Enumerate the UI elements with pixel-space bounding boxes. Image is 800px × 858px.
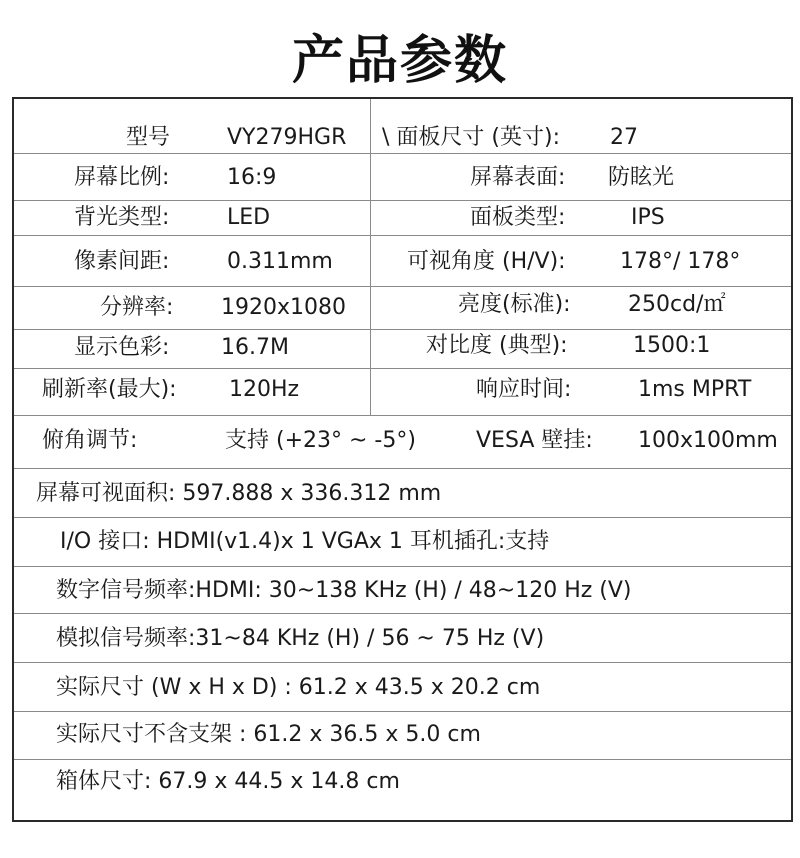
spec-label: 屏幕表面: <box>470 165 566 190</box>
row-divider <box>14 759 791 760</box>
spec-label: 屏幕比例: <box>74 165 170 190</box>
vesa-label: VESA 壁挂: <box>476 428 593 453</box>
spec-value: VY279HGR <box>227 125 347 150</box>
row-divider <box>14 613 791 614</box>
spec-value: 防眩光 <box>608 165 675 190</box>
column-divider <box>370 99 371 415</box>
spec-table <box>12 97 793 822</box>
row-divider <box>14 329 791 330</box>
spec-value: 1ms MPRT <box>638 377 752 402</box>
row-divider <box>14 286 791 287</box>
spec-value: 16:9 <box>227 165 277 190</box>
tilt-label: 俯角调节: <box>42 428 138 453</box>
spec-label: 刷新率(最大): <box>42 377 177 402</box>
spec-label: 显示色彩: <box>74 335 170 360</box>
row-divider <box>14 711 791 712</box>
spec-label: 背光类型: <box>74 205 170 230</box>
spec-label: 对比度 (典型): <box>426 333 568 358</box>
spec-row: 模拟信号频率:31~84 KHz (H) / 56 ~ 75 Hz (V) <box>56 626 545 651</box>
spec-row: 实际尺寸不含支架 : 61.2 x 36.5 x 5.0 cm <box>56 722 481 747</box>
spec-label: 像素间距: <box>74 249 170 274</box>
row-divider <box>14 662 791 663</box>
spec-value: 0.311mm <box>227 249 333 274</box>
row-divider <box>14 468 791 469</box>
row-divider <box>14 153 791 154</box>
spec-label: 亮度(标准): <box>458 292 571 317</box>
spec-value: 250cd/㎡ <box>628 292 726 317</box>
spec-label: 型号 <box>126 125 171 150</box>
row-divider <box>14 415 791 416</box>
vesa-value: 100x100mm <box>638 428 778 453</box>
spec-label: 可视角度 (H/V): <box>407 249 566 274</box>
row-divider <box>14 566 791 567</box>
spec-row: 实际尺寸 (W x H x D) : 61.2 x 43.5 x 20.2 cm <box>56 675 541 700</box>
row-divider <box>14 368 791 369</box>
spec-value: 120Hz <box>229 377 300 402</box>
tilt-value: 支持 (+23° ~ -5°) <box>225 428 416 453</box>
spec-label: 响应时间: <box>476 377 572 402</box>
page-title: 产品参数 <box>291 31 508 91</box>
spec-label: 面板类型: <box>470 205 566 230</box>
spec-value: IPS <box>631 205 665 230</box>
spec-value: 1920x1080 <box>221 295 346 320</box>
row-divider <box>14 517 791 518</box>
spec-row: I/O 接口: HDMI(v1.4)x 1 VGAx 1 耳机插孔:支持 <box>60 529 550 554</box>
spec-value: 27 <box>610 125 638 150</box>
spec-row: 箱体尺寸: 67.9 x 44.5 x 14.8 cm <box>56 769 400 794</box>
spec-value: 1500:1 <box>633 333 711 358</box>
spec-row: 屏幕可视面积: 597.888 x 336.312 mm <box>36 481 442 506</box>
row-divider <box>14 200 791 201</box>
row-divider <box>14 235 791 236</box>
spec-label: \ 面板尺寸 (英寸): <box>382 125 560 150</box>
spec-row: 数字信号频率:HDMI: 30~138 KHz (H) / 48~120 Hz (V) <box>56 578 632 603</box>
spec-value: LED <box>227 205 271 230</box>
spec-value: 16.7M <box>221 335 289 360</box>
spec-label: 分辨率: <box>100 295 174 320</box>
spec-value: 178°/ 178° <box>620 249 741 274</box>
